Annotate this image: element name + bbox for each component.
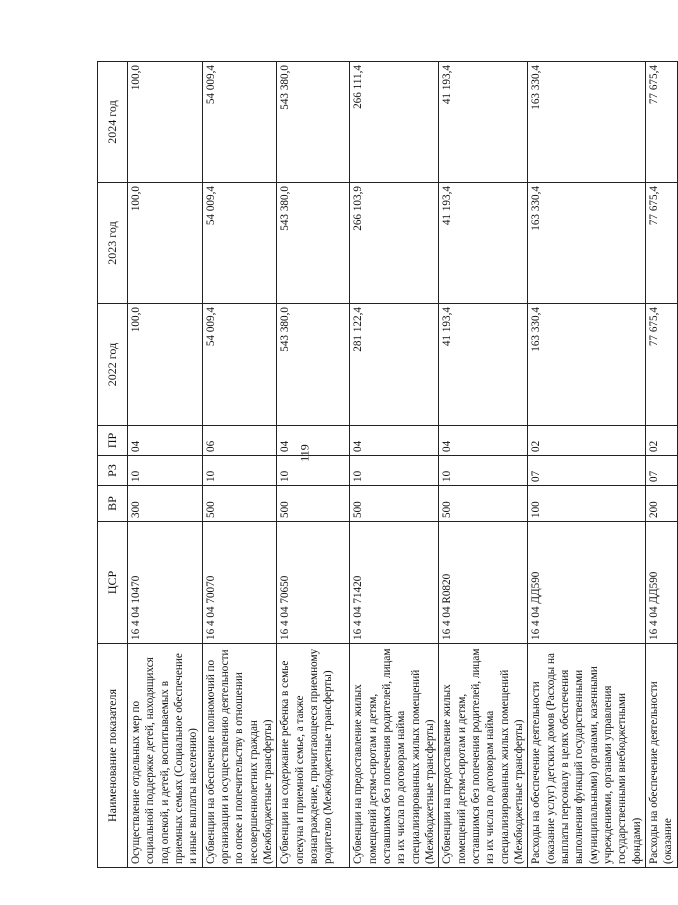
row-rz: 07 bbox=[645, 456, 677, 486]
row-2024: 54 009,4 bbox=[202, 62, 277, 183]
row-2024: 100,0 bbox=[128, 62, 203, 183]
row-rz: 10 bbox=[439, 456, 528, 486]
row-2023: 77 675,4 bbox=[645, 183, 677, 304]
table-row bbox=[277, 62, 350, 868]
row-vr: 200 bbox=[645, 486, 677, 522]
row-2024: 543 380,0 bbox=[277, 62, 350, 183]
header-2023: 2023 год bbox=[98, 183, 128, 304]
row-2022: 41 193,4 bbox=[439, 304, 528, 426]
row-2024: 163 330,4 bbox=[528, 62, 646, 183]
row-vr: 100 bbox=[528, 486, 646, 522]
row-2024: 41 193,4 bbox=[439, 62, 528, 183]
table-row bbox=[202, 62, 277, 868]
row-csr: 16 4 04 70070 bbox=[202, 522, 277, 644]
row-pr: 04 bbox=[439, 426, 528, 456]
row-2023: 100,0 bbox=[128, 183, 203, 304]
row-2022: 100,0 bbox=[128, 304, 203, 426]
row-2023: 54 009,4 bbox=[202, 183, 277, 304]
header-name: Наименование показателя bbox=[98, 644, 128, 868]
budget-table bbox=[97, 61, 678, 868]
row-name: Осуществление отдельных мер по социальной поддержке детей, находящихся под опекой, и детей, воспитываемых в приемных семьях (Социальное обеспечение и иные выплаты населению) bbox=[128, 644, 203, 868]
row-vr: 300 bbox=[128, 486, 203, 522]
row-rz: 10 bbox=[202, 456, 277, 486]
row-2023: 543 380,0 bbox=[277, 183, 350, 304]
row-rz: 10 bbox=[128, 456, 203, 486]
row-csr: 16 4 04 70650 bbox=[277, 522, 350, 644]
row-csr: 16 4 04 71420 bbox=[350, 522, 439, 644]
row-2024: 77 675,4 bbox=[645, 62, 677, 183]
rotated-page-content bbox=[97, 62, 675, 868]
row-vr: 500 bbox=[439, 486, 528, 522]
row-pr: 04 bbox=[128, 426, 203, 456]
row-pr: 04 bbox=[277, 426, 350, 456]
row-rz: 10 bbox=[277, 456, 350, 486]
row-2023: 163 330,4 bbox=[528, 183, 646, 304]
row-pr: 02 bbox=[645, 426, 677, 456]
header-2022: 2022 год bbox=[98, 304, 128, 426]
row-name: Субвенции на предоставление жилых помещений детям-сиротам и детям, оставшимся без попечения родителей, лицам из их числа по договорам найма специализированных жилых помещений (Межбюджетные трансферты) bbox=[439, 644, 528, 868]
row-csr: 16 4 04 R0820 bbox=[439, 522, 528, 644]
row-name: Субвенции на предоставление жилых помещений детям-сиротам и детям, оставшимся без попечения родителей, лицам из их числа по договорам найма специализированных жилых помещений (Межбюджетные трансферты) bbox=[350, 644, 439, 868]
row-rz: 10 bbox=[350, 456, 439, 486]
table-row bbox=[128, 62, 203, 868]
row-name: Субвенции на содержание ребенка в семье опекуна и приемной семье, а также вознаграждение, причитающееся приемному родителю (Межбюджетные трансферты) bbox=[277, 644, 350, 868]
row-name: Субвенции на обеспечение полномочий по организации и осуществлению деятельности по опеке и попечительству в отношении несовершеннолетних граждан (Межбюджетные трансферты) bbox=[202, 644, 277, 868]
row-csr: 16 4 04 10470 bbox=[128, 522, 203, 644]
row-pr: 06 bbox=[202, 426, 277, 456]
table-header-row bbox=[98, 62, 128, 868]
row-vr: 500 bbox=[202, 486, 277, 522]
row-2022: 163 330,4 bbox=[528, 304, 646, 426]
header-pr: ПР bbox=[98, 426, 128, 456]
row-2023: 266 103,9 bbox=[350, 183, 439, 304]
page-number: 119 bbox=[297, 444, 312, 462]
row-vr: 500 bbox=[277, 486, 350, 522]
row-csr: 16 4 04 ДД590 bbox=[645, 522, 677, 644]
row-rz: 07 bbox=[528, 456, 646, 486]
table-row bbox=[645, 62, 677, 868]
header-csr: ЦСР bbox=[98, 522, 128, 644]
table-row bbox=[350, 62, 439, 868]
row-2023: 41 193,4 bbox=[439, 183, 528, 304]
table-row bbox=[439, 62, 528, 868]
header-rz: РЗ bbox=[98, 456, 128, 486]
row-2022: 281 122,4 bbox=[350, 304, 439, 426]
row-2022: 77 675,4 bbox=[645, 304, 677, 426]
table-row bbox=[528, 62, 646, 868]
row-pr: 04 bbox=[350, 426, 439, 456]
row-vr: 500 bbox=[350, 486, 439, 522]
header-2024: 2024 год bbox=[98, 62, 128, 183]
row-name: Расходы на обеспечение деятельности (оказание услуг) детских домов (Расходы на выплаты персоналу в целях обеспечения выполнения функций государственными (муниципальными) органами, казенными учреждениями, органами управления государственными внебюджетными фондами) bbox=[528, 644, 646, 868]
row-pr: 02 bbox=[528, 426, 646, 456]
row-name: Расходы на обеспечение деятельности (оказание bbox=[645, 644, 677, 868]
row-2024: 266 111,4 bbox=[350, 62, 439, 183]
row-2022: 543 380,0 bbox=[277, 304, 350, 426]
header-vr: ВР bbox=[98, 486, 128, 522]
row-csr: 16 4 04 ДД590 bbox=[528, 522, 646, 644]
row-2022: 54 009,4 bbox=[202, 304, 277, 426]
